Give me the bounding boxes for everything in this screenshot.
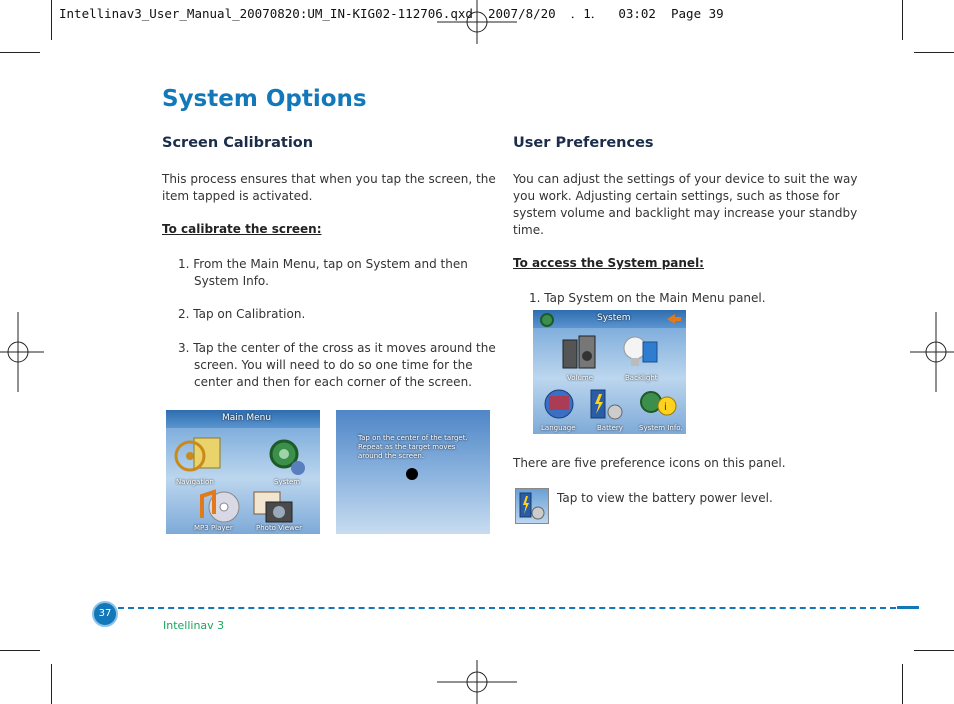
crop-mark — [914, 650, 954, 651]
system-panel-title: System — [597, 313, 631, 323]
main-menu-screenshot — [166, 410, 320, 534]
navigation-icon — [172, 432, 224, 480]
text-line: You can adjust the settings of your device to suit the way — [513, 172, 858, 186]
photo-viewer-icon — [250, 488, 296, 526]
page-number: 37 — [92, 601, 118, 627]
text-line: time. — [513, 223, 544, 237]
registration-mark-bottom — [437, 660, 517, 704]
back-arrow-icon — [665, 313, 683, 325]
registration-mark-right — [910, 312, 954, 392]
text-line: center and then for each corner of the screen. — [194, 375, 472, 389]
system-panel-screenshot — [533, 310, 686, 434]
crop-mark — [51, 0, 52, 40]
crop-mark — [0, 650, 40, 651]
calibration-subheading: To calibrate the screen: — [162, 222, 322, 236]
text-line: 2. Tap on Calibration. — [178, 307, 306, 321]
section-heading-calibration: Screen Calibration — [162, 135, 314, 151]
battery-icon — [587, 386, 627, 424]
page-title: System Options — [162, 86, 367, 112]
svg-text:i: i — [664, 402, 667, 413]
volume-icon — [559, 332, 599, 374]
calibration-text-line: around the screen. — [358, 452, 425, 460]
print-slug: Intellinav3_User_Manual_20070820:UM_IN-KIG02-112706.qxd 2007/8/20 ．1． 03:02 Page 39 — [59, 6, 724, 21]
footer-rule — [118, 607, 896, 609]
text-line: System Info. — [194, 274, 269, 288]
registration-mark-left — [0, 312, 44, 392]
calibration-text-line: Tap on the center of the target. — [358, 434, 468, 442]
settings-icon — [539, 312, 555, 328]
text-line: 3. Tap the center of the cross as it moves around the — [178, 341, 496, 355]
preferences-step-1: 1. Tap System on the Main Menu panel. — [529, 291, 766, 305]
text-line: system volume and backlight may increase your standby — [513, 206, 858, 220]
calibration-step-3 — [178, 340, 496, 391]
calibration-step-1 — [178, 256, 468, 290]
battery-icon-large — [515, 488, 549, 524]
text-line: 1. From the Main Menu, tap on System and then — [178, 257, 468, 271]
main-menu-title: Main Menu — [222, 413, 272, 423]
crop-mark — [902, 664, 903, 704]
battery-description: Tap to view the battery power level. — [557, 491, 773, 505]
system-label-backlight: Backlight — [625, 374, 658, 382]
calibration-step-2 — [178, 306, 305, 323]
system-label-battery: Battery — [597, 424, 623, 432]
footer-brand: Intellinav 3 — [163, 619, 225, 632]
calibration-intro — [162, 171, 496, 205]
preferences-note: There are five preference icons on this panel. — [513, 456, 786, 470]
crop-mark — [0, 52, 40, 53]
system-icon — [264, 432, 308, 478]
preferences-subheading: To access the System panel: — [513, 256, 704, 270]
system-label-language: Language — [541, 424, 576, 432]
crop-mark — [914, 52, 954, 53]
system-info-icon — [637, 386, 679, 424]
calibration-text-line: Repeat as the target moves — [358, 443, 456, 451]
calibration-target-dot — [406, 468, 418, 480]
main-menu-label-navigation: Navigation — [176, 478, 214, 486]
text-line: This process ensures that when you tap the screen, the — [162, 172, 496, 186]
text-line: screen. You will need to do so one time for the — [194, 358, 473, 372]
main-menu-label-system: System — [274, 478, 301, 486]
text-line: item tapped is activated. — [162, 189, 313, 203]
section-heading-preferences: User Preferences — [513, 135, 654, 151]
language-icon — [539, 386, 579, 422]
calibration-screenshot — [336, 410, 490, 534]
crop-mark — [51, 664, 52, 704]
preferences-intro — [513, 171, 857, 239]
main-menu-label-photo: Photo Viewer — [256, 524, 302, 532]
system-label-system-info: System Info. — [639, 424, 683, 432]
footer-rule-end — [897, 606, 919, 609]
mp3-player-icon — [194, 488, 240, 526]
backlight-icon — [619, 332, 661, 374]
battery-icon — [516, 489, 548, 523]
main-menu-label-mp3: MP3 Player — [194, 524, 233, 532]
text-line: you work. Adjusting certain settings, such as those for — [513, 189, 840, 203]
system-label-volume: Volume — [567, 374, 594, 382]
crop-mark — [902, 0, 903, 40]
